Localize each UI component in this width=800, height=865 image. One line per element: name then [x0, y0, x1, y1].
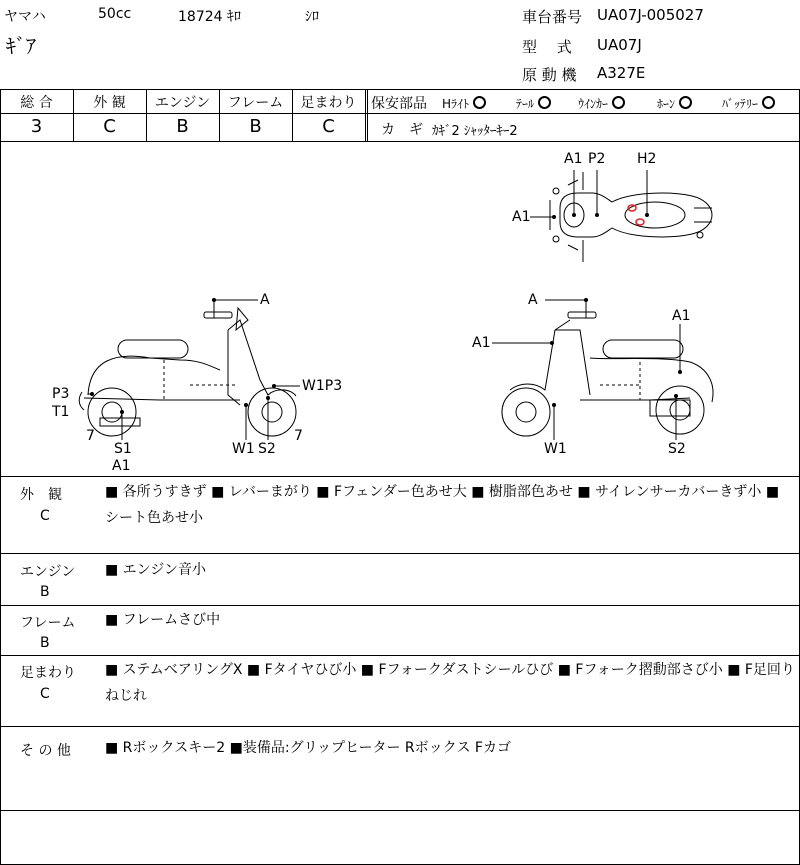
- model-name: ｷﾞｱ: [6, 34, 36, 58]
- label-right-a: A: [528, 292, 538, 308]
- section-label: 足まわり: [20, 665, 76, 681]
- section-grade: B: [40, 584, 50, 600]
- label-left-s2: S2: [258, 441, 276, 457]
- grade-header-engine: エンジン: [154, 95, 211, 111]
- label-left-p3: P3: [52, 386, 70, 402]
- safety-item-winker: ｳｲﾝｶｰ: [578, 95, 625, 112]
- engine-model-label: 原 動 機: [522, 66, 577, 84]
- section-text: ■ ステムベアリングX ■ Fタイヤひび小 ■ Fフォークダストシールひび ■ Fフォーク摺動部さび小 ■ F足回りねじれ: [105, 662, 795, 704]
- safety-label: 保安部品: [371, 96, 427, 112]
- label-left-w1p3: W1P3: [302, 378, 343, 394]
- grade-header-suspension: 足まわり: [300, 95, 357, 111]
- key-value: ｶｷﾞ2 ｼｬｯﾀｰｷｰ2: [432, 124, 518, 139]
- label-left-a: A: [260, 292, 270, 308]
- label-left-7a: 7: [86, 428, 95, 444]
- section-text: ■ エンジン音小: [105, 562, 206, 578]
- section-grade: C: [40, 686, 50, 702]
- label-left-t1: T1: [52, 404, 70, 420]
- section-text: ■ Rボックスキー2 ■装備品:グリップヒーター Rボックス Fカゴ: [105, 740, 511, 756]
- label-right-a1-left: A1: [472, 335, 491, 351]
- grade-header-exterior: 外 観: [93, 95, 126, 111]
- model-type-label: 型 式: [522, 38, 572, 56]
- grade-suspension: C: [322, 116, 335, 137]
- label-left-w1: W1: [232, 441, 255, 457]
- maker: ヤマハ: [4, 9, 46, 25]
- section-label: そ の 他: [20, 743, 71, 759]
- section-text: ■ フレームさび中: [105, 612, 221, 628]
- grade-engine: B: [176, 116, 189, 137]
- engine-model-value: A327E: [597, 64, 646, 82]
- label-top-a1: A1: [564, 151, 583, 167]
- displacement: 50cc: [98, 6, 132, 22]
- safety-item-headlight: Hﾗｲﾄ: [442, 95, 486, 112]
- left-side-scooter: [79, 300, 296, 436]
- section-grade: C: [40, 508, 50, 524]
- label-top-a1-left: A1: [512, 209, 531, 225]
- key-label: カ ギ: [381, 122, 423, 138]
- label-top-p2: P2: [588, 151, 606, 167]
- mileage: 18724 ｷﾛ: [178, 9, 241, 25]
- section-label: エンジン: [20, 564, 76, 580]
- grade-header-frame: フレーム: [227, 95, 284, 111]
- frame-number-label: 車台番号: [522, 8, 583, 26]
- label-right-a1: A1: [672, 308, 691, 324]
- frame-number-value: UA07J-005027: [597, 6, 704, 24]
- label-right-s2: S2: [668, 441, 686, 457]
- grade-total: 3: [30, 116, 43, 137]
- label-left-7b: 7: [294, 428, 303, 444]
- grade-frame: B: [249, 116, 262, 137]
- label-right-w1: W1: [544, 441, 567, 457]
- label-left-a1: A1: [112, 458, 131, 474]
- safety-item-battery: ﾊﾞｯﾃﾘｰ: [722, 95, 775, 112]
- label-top-h2: H2: [637, 151, 657, 167]
- color: ｼﾛ: [305, 9, 319, 25]
- section-label: 外 観: [20, 487, 62, 503]
- grade-exterior: C: [103, 116, 116, 137]
- safety-item-horn: ﾎｰﾝ: [657, 95, 692, 112]
- section-text: ■ 各所うすきず ■ レバーまがり ■ Fフェンダー色あせ大 ■ 樹脂部色あせ ■ サイレンサーカバーきず小 ■ シート色あせ小: [105, 484, 780, 526]
- grade-header-total: 総 合: [20, 95, 53, 111]
- section-grade: B: [40, 635, 50, 651]
- section-label: フレーム: [20, 615, 76, 631]
- label-left-s1: S1: [114, 441, 132, 457]
- model-type-value: UA07J: [597, 36, 642, 54]
- safety-item-tail: ﾃｰﾙ: [516, 95, 551, 112]
